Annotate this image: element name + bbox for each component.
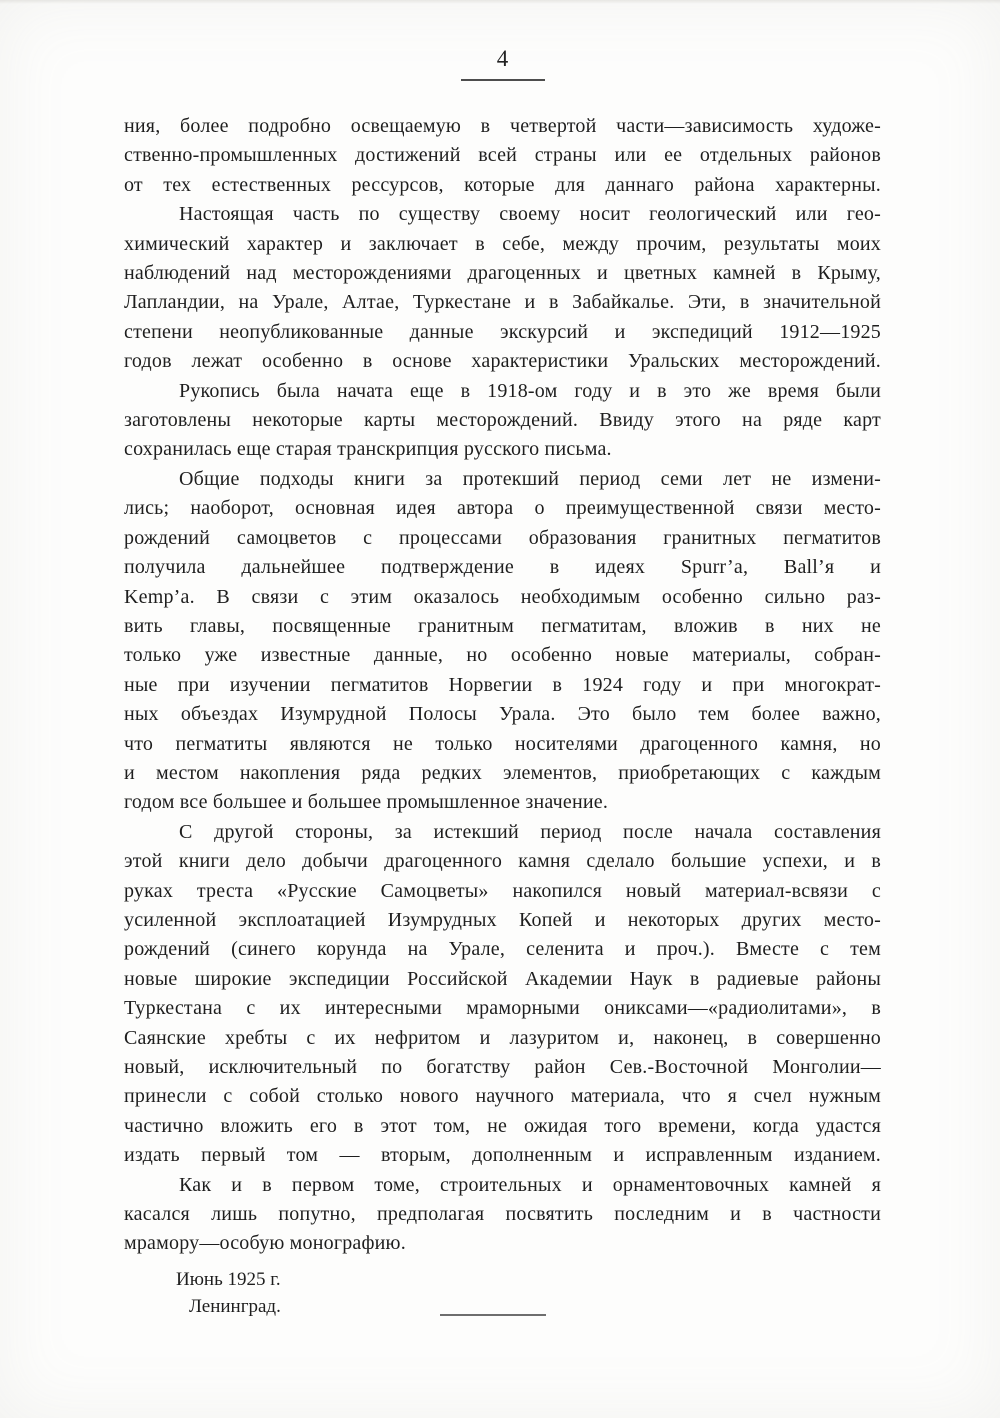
footer-place: Ленинград. xyxy=(189,1296,281,1317)
text-line: только уже известные данные, но особенно новые материалы, собран- xyxy=(124,644,881,667)
header-rule xyxy=(461,79,545,81)
text-line: издать первый том — вторым, дополненным и исправленным изданием. xyxy=(124,1144,881,1167)
text-line: Саянские хребты с их нефритом и лазуритом и, наконец, в совершенно xyxy=(124,1026,881,1049)
text-line: новые широкие экспедиции Российской Академии Наук в радиевые районы xyxy=(124,967,881,990)
text-line: касался лишь попутно, предполагая посвятить последним и в частности xyxy=(124,1203,881,1226)
text-line: Общие подходы книги за протекший период семи лет не измени- xyxy=(179,467,881,490)
text-line: и местом накопления ряда редких элементов, приобретающих с каждым xyxy=(124,761,881,784)
text-line: ственно-промышленных достижений всей страны или ее отдельных районов xyxy=(124,144,881,167)
text-line: С другой стороны, за истекший период после начала составления xyxy=(179,820,881,843)
text-line: новый, исключительный по богатству район Сев.-Восточной Монголии— xyxy=(124,1056,881,1078)
text-line: рождений самоцветов с процессами образования гранитных пегматитов xyxy=(124,526,881,549)
text-line: степени неопубликованные данные экскурсий и экспедиций 1912—1925 xyxy=(124,320,881,343)
footer-date: Июнь 1925 г. xyxy=(176,1269,281,1290)
page-footer xyxy=(176,1266,281,1320)
text-line: сохранилась еще старая транскрипция русского письма. xyxy=(124,438,612,461)
text-line: Как и в первом томе, строительных и орнаментовочных камней я xyxy=(179,1173,881,1196)
text-line: химический характер и заключает в себе, между прочим, результаты моих xyxy=(124,232,881,255)
text-line: рождений (синего корунда на Урале, селенита и проч.). Вместе с тем xyxy=(124,938,881,961)
text-line: вить главы, посвященные гранитным пегматитам, вложив в них не xyxy=(124,614,881,637)
text-line: усиленной эксплоатацией Изумрудных Копей и некоторых других место- xyxy=(124,908,881,931)
text-line: принесли с собой столько нового научного материала, что я счел нужным xyxy=(124,1085,881,1108)
text-line: лись; наоборот, основная идея автора о преимущественной связи место- xyxy=(124,497,881,520)
text-line: наблюдений над месторождениями драгоценных и цветных камней в Крыму, xyxy=(124,262,881,285)
text-line: годом все большее и большее промышленное значение. xyxy=(124,791,609,814)
text-line: получила дальнейшее подтверждение в идеях Spurr’а, Ball’я и xyxy=(124,556,881,579)
text-line: ных объездах Изумрудной Полосы Урала. Это было тем более важно, xyxy=(124,703,881,726)
text-line: Лапландии, на Урале, Алтае, Туркестане и в Забайкалье. Эти, в значительной xyxy=(124,291,881,314)
text-line: Туркестана с их интересными мраморными ониксами—«радиолитами», в xyxy=(124,997,881,1020)
text-line: от тех естественных рессурсов, которые для даннаго района характерны. xyxy=(124,173,881,196)
text-line: руках треста «Русские Самоцветы» накопился новый материал-всвязи с xyxy=(124,879,881,902)
text-line: заготовлены некоторые карты месторождений. Ввиду этого на ряде карт xyxy=(124,409,881,432)
bottom-rule xyxy=(440,1314,546,1316)
text-line: Настоящая часть по существу своему носит геологический или гео- xyxy=(179,203,881,226)
page-body xyxy=(124,112,881,1259)
text-line: Kemp’а. В связи с этим оказалось необходимым особенно сильно раз- xyxy=(124,585,881,608)
text-line: ные при изучении пегматитов Норвегии в 1924 году и при многократ- xyxy=(124,673,881,696)
text-line: этой книги дело добычи драгоценного камня сделало большие успехи, и в xyxy=(124,850,881,873)
scan-edge-artifact xyxy=(0,0,1000,4)
text-line: частично вложить его в этот том, не ожидая того времени, когда удастся xyxy=(124,1114,881,1137)
text-line: мрамору—особую монографию. xyxy=(124,1232,406,1255)
text-line: ния, более подробно освещаемую в четвертой части—зависимость художе- xyxy=(124,115,881,137)
text-line: годов лежат особенно в основе характеристики Уральских месторождений. xyxy=(124,350,881,373)
text-line: Рукопись была начата еще в 1918-ом году и в это же время были xyxy=(179,379,881,402)
text-line: что пегматиты являются не только носителями драгоценного камня, но xyxy=(124,732,881,755)
page-header xyxy=(124,46,881,81)
page-number: 4 xyxy=(496,46,509,71)
